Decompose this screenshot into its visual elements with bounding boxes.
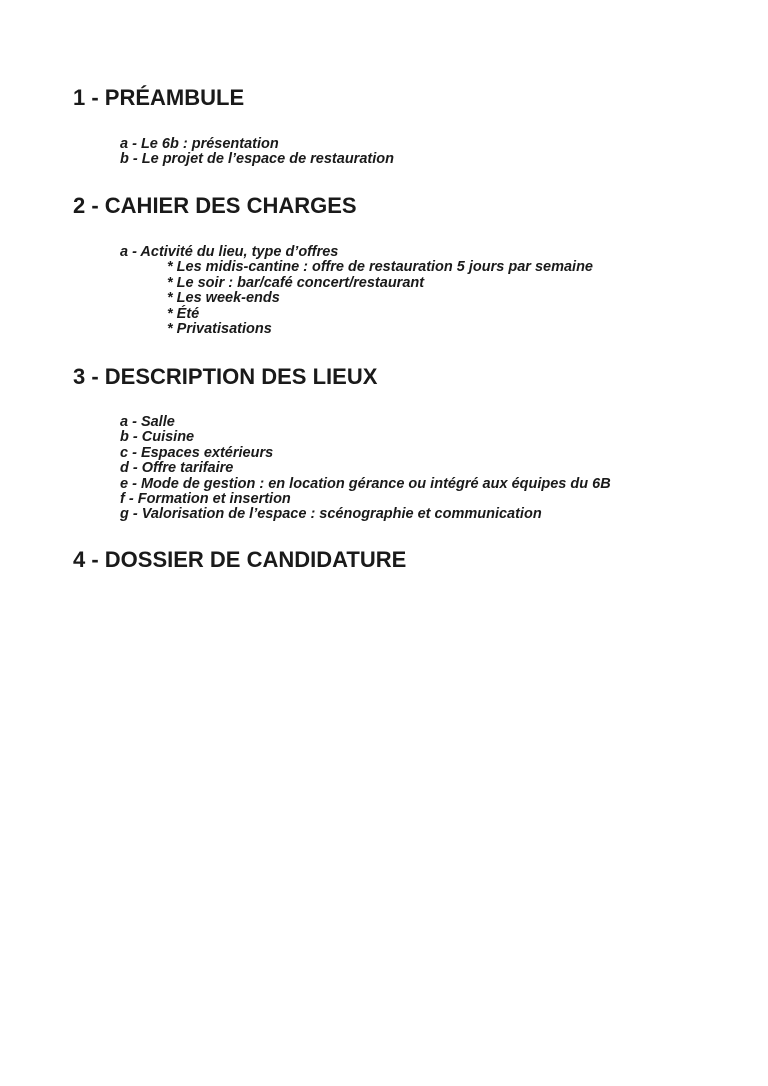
section-title-cahier-des-charges: 2 - CAHIER DES CHARGES [73,193,357,218]
section-title-dossier-de-candidature: 4 - DOSSIER DE CANDIDATURE [73,547,407,572]
list-item: f - Formation et insertion [120,491,291,508]
section-items-preambule [120,137,394,168]
list-item: c - Espaces extérieurs [120,444,274,461]
list-item [120,245,593,337]
list-item: e - Mode de gestion : en location gérance ou intégré aux équipes du 6B [120,475,611,492]
sub-list-item: * Privatisations [167,321,272,338]
section-items-cahier-des-charges [120,245,593,337]
section-title-description-des-lieux: 3 - DESCRIPTION DES LIEUX [73,364,378,389]
list-item: a - Le 6b : présentation [120,136,279,152]
section-title-preambule: 1 - PRÉAMBULE [73,85,245,110]
list-item: g - Valorisation de l’espace : scénographie et communication [120,506,542,523]
sub-list-item: * Été [167,305,200,322]
list-item-label: a - Activité du lieu, type d’offres [120,244,339,260]
section-items-description-des-lieux [120,415,611,523]
sub-list-item: * Le soir : bar/café concert/restaurant [167,274,425,291]
list-item: b - Cuisine [120,429,195,446]
list-item: a - Salle [120,414,175,430]
sub-list-item: * Les midis-cantine : offre de restauration 5 jours par semaine [167,259,594,276]
list-item: b - Le projet de l’espace de restauration [120,151,394,168]
sub-list-item: * Les week-ends [167,290,280,307]
list-item: d - Offre tarifaire [120,460,234,477]
sub-list [120,260,593,337]
